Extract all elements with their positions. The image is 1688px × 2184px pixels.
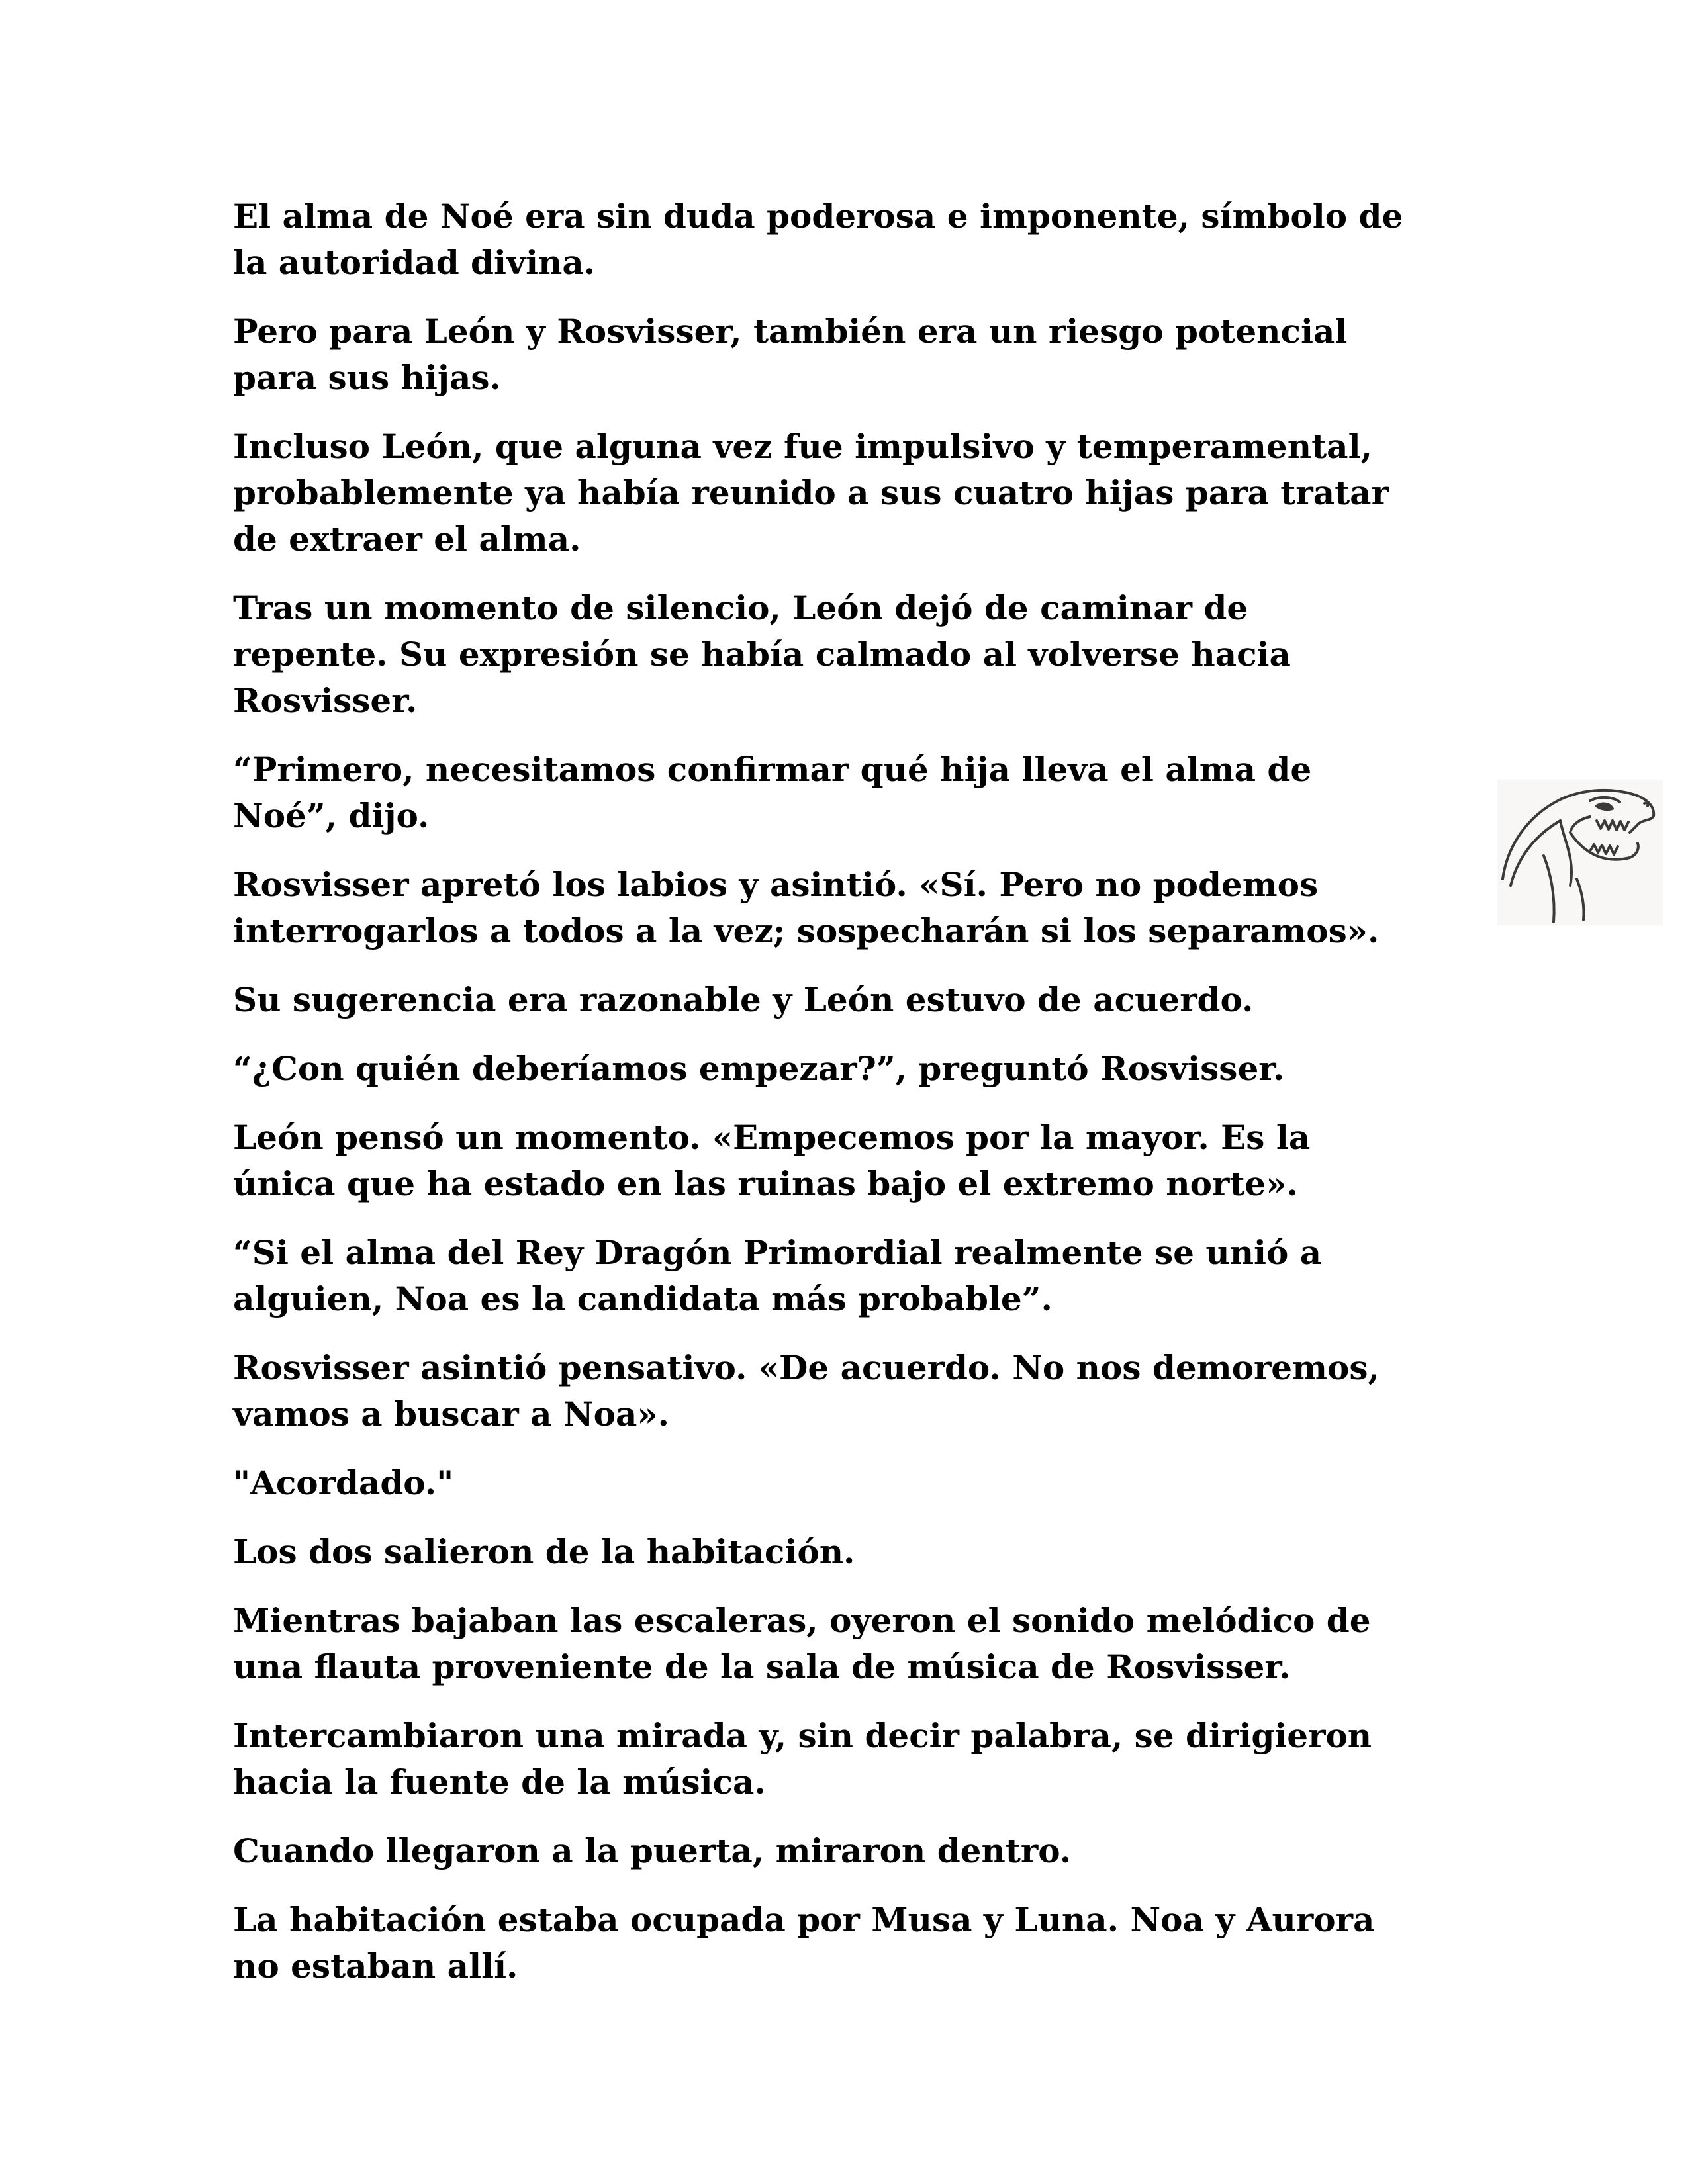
text-line: El alma de Noé era sin duda poderosa e imponente, símbolo de [233, 197, 1403, 236]
text-line: vamos a buscar a Noa». [233, 1394, 670, 1433]
text-line: “Si el alma del Rey Dragón Primordial realmente se unió a [233, 1233, 1322, 1272]
paragraph [233, 1046, 1477, 1092]
paragraph [233, 977, 1477, 1023]
text-line: Su sugerencia era razonable y León estuvo de acuerdo. [233, 980, 1254, 1019]
paragraph [233, 1230, 1477, 1322]
text-line: de extraer el alma. [233, 520, 581, 559]
text-line: “¿Con quién deberíamos empezar?”, preguntó Rosvisser. [233, 1049, 1285, 1088]
text-line: Rosvisser apretó los labios y asintió. «Sí. Pero no podemos [233, 865, 1319, 904]
paragraph [233, 1598, 1477, 1690]
paragraph [233, 1460, 1477, 1506]
paragraph [233, 193, 1477, 286]
text-line: León pensó un momento. «Empecemos por la mayor. Es la [233, 1118, 1311, 1157]
text-line: Pero para León y Rosvisser, también era un riesgo potencial [233, 312, 1348, 351]
body-text [233, 193, 1477, 2012]
text-line: para sus hijas. [233, 358, 501, 397]
text-line: repente. Su expresión se había calmado al volverse hacia [233, 635, 1291, 674]
text-line: La habitación estaba ocupada por Musa y Luna. Noa y Aurora [233, 1900, 1375, 1939]
paragraph [233, 1897, 1477, 1989]
text-line: la autoridad divina. [233, 243, 596, 282]
paragraph [233, 747, 1477, 839]
text-line: Cuando llegaron a la puerta, miraron dentro. [233, 1831, 1072, 1870]
paragraph [233, 1115, 1477, 1207]
text-line: Rosvisser asintió pensativo. «De acuerdo. No nos demoremos, [233, 1348, 1380, 1387]
paragraph [233, 862, 1477, 954]
paragraph [233, 585, 1477, 724]
text-line: Incluso León, que alguna vez fue impulsivo y temperamental, [233, 427, 1372, 466]
paragraph [233, 1713, 1477, 1805]
text-line: probablemente ya había reunido a sus cuatro hijas para tratar [233, 473, 1389, 512]
text-line: “Primero, necesitamos confirmar qué hija lleva el alma de [233, 750, 1312, 789]
dinosaur-head-sketch-icon [1497, 780, 1663, 925]
text-line: "Acordado." [233, 1463, 454, 1502]
text-line: interrogarlos a todos a la vez; sospecharán si los separamos». [233, 911, 1380, 950]
text-line: Los dos salieron de la habitación. [233, 1532, 855, 1571]
paragraph [233, 1529, 1477, 1575]
text-line: Noé”, dijo. [233, 796, 430, 835]
paragraph [233, 308, 1477, 401]
text-line: Tras un momento de silencio, León dejó de caminar de [233, 588, 1248, 627]
text-line: una flauta proveniente de la sala de música de Rosvisser. [233, 1647, 1291, 1686]
paragraph [233, 424, 1477, 563]
paragraph [233, 1345, 1477, 1437]
text-line: hacia la fuente de la música. [233, 1762, 766, 1801]
paragraph [233, 1828, 1477, 1874]
text-line: alguien, Noa es la candidata más probable”. [233, 1279, 1053, 1318]
text-line: Mientras bajaban las escaleras, oyeron el sonido melódico de [233, 1601, 1371, 1640]
text-line: única que ha estado en las ruinas bajo el extremo norte». [233, 1164, 1298, 1203]
text-line: Intercambiaron una mirada y, sin decir palabra, se dirigieron [233, 1716, 1372, 1755]
text-line: no estaban allí. [233, 1946, 518, 1985]
text-line: Rosvisser. [233, 681, 418, 720]
